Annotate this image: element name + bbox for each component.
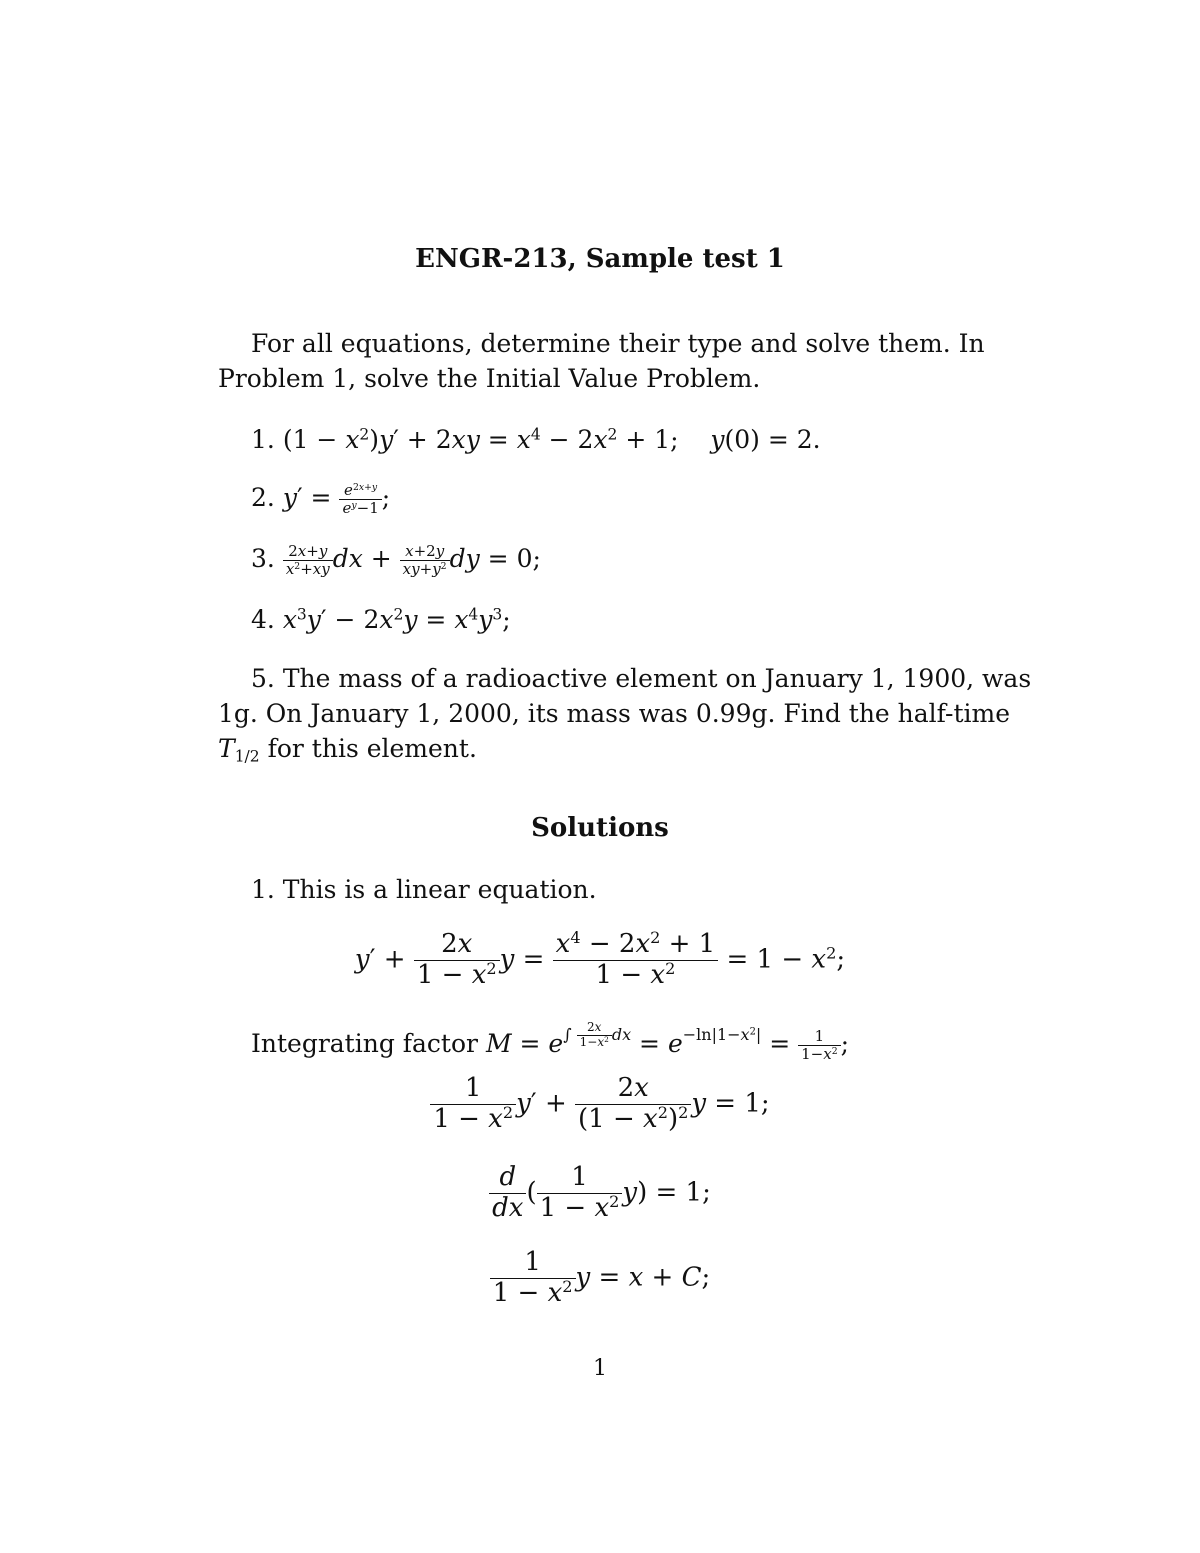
problem-4-number: 4. (251, 605, 275, 634)
problem-2-number: 2. (251, 483, 275, 512)
problem-3-number: 3. (251, 544, 275, 573)
problem-3-equation: $\frac{2x+y}{x^2+xy}$ dx + $\frac{x+2y}{xy+y^2}$ dy = 0; (283, 544, 541, 573)
problem-3 (251, 536, 541, 582)
problem-4-equation: $x^3y' - 2x^2y = x^4y^3$; (282, 605, 511, 634)
problem-5-number: 5. (251, 664, 275, 693)
intro-line-2: Problem 1, solve the Initial Value Problem. (218, 364, 761, 393)
problem-5-line-3: $T_{1/2}$ for this element. (218, 734, 477, 766)
problem-2-equation: y′ = $\frac{e^{2x+y}}{e^y-1}$ ; (282, 480, 391, 517)
page-title: ENGR-213, Sample test 1 (415, 244, 785, 274)
problem-5-line-2: 1g. On January 1, 2000, its mass was 0.99g. Find the half-time (218, 699, 1011, 728)
solution-equation-multiplied: $\frac{1}{1 - x^2}$ y′ + $\frac{2x}{(1 - x^2)^2}$ y = 1; (0, 1074, 1200, 1135)
problem-1-equation: $(1 - x^2)y' + 2xy = x^4 - 2x^2 + 1$; y(0) = 2. (282, 425, 821, 454)
problem-1-number: 1. (251, 425, 275, 454)
integrating-factor-line: Integrating factor M = e∫ $\frac{2x}{1-x^2}$ dx = $e-\ln|1-x^2|$ = $\frac{1}{1-x^2}$ ; (251, 1020, 850, 1063)
solution-1-intro: 1. This is a linear equation. (251, 875, 597, 904)
solution-equation-derivative: $\frac{d}{dx}$ ( $\frac{1}{1 - x^2}$ y) = 1; (0, 1163, 1200, 1224)
intro-line-1: For all equations, determine their type and solve them. In (251, 329, 985, 358)
solution-equation-standard-form: y′ + $\frac{2x}{1 - x^2}$ y = $\frac{x^4 - 2x^2 + 1}{1 - x^2}$ = $1 - x^2$; (354, 928, 846, 990)
problem-1 (251, 422, 821, 458)
integrating-factor-label: Integrating factor (251, 1029, 478, 1058)
problem-4 (251, 602, 511, 638)
problem-5-line-1: 5. The mass of a radioactive element on January 1, 1900, was (251, 664, 1032, 693)
problem-2 (251, 476, 390, 520)
solution-equation-integrated: $\frac{1}{1 - x^2}$ y = x + C; (0, 1248, 1200, 1309)
page-number: 1 (593, 1356, 607, 1381)
solutions-heading: Solutions (531, 813, 669, 843)
